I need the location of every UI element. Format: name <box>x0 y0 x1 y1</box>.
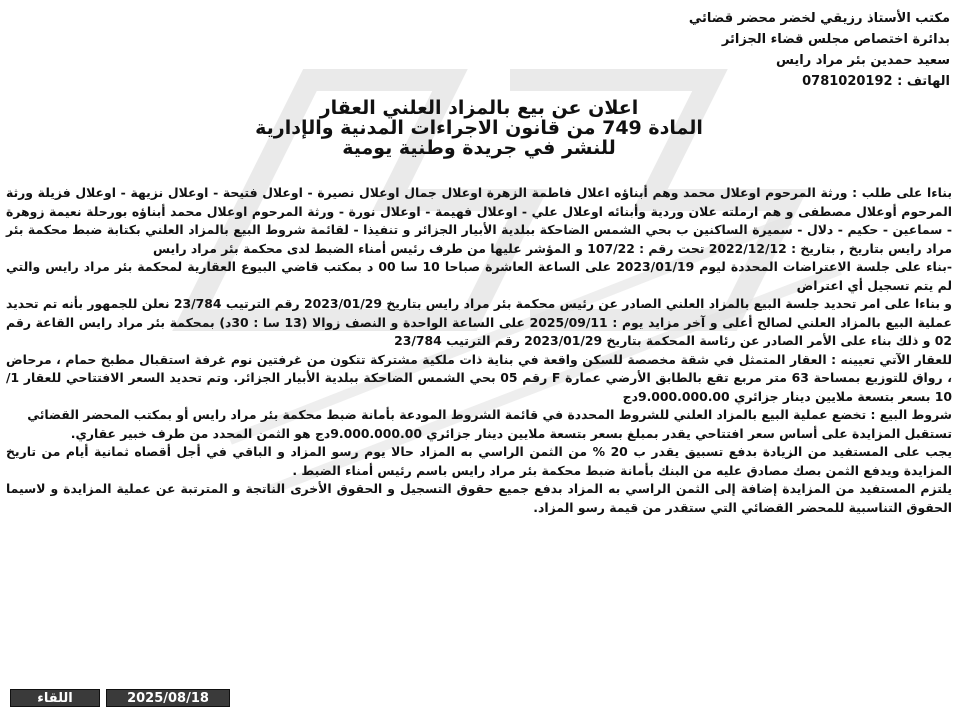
publication-footer <box>10 689 230 707</box>
paragraph-sale-date: و بناءا على امر تحديد جلسة البيع بالمزاد العلني الصادر عن رئيس محكمة بئر مراد رايس بتاريخ 2023/01/29 رقم الترتيب 23/784 نعلن للجمهور بأنه تم تحديد عملية البيع بالمزاد العلني لصالح أعلى و آخر مزايد يوم : 2025/09/11 على الساعة الواحدة و النصف زوالا (13 سا : 30د) بمحكمة بئر مراد رايس القاعة رقم 02 و ذلك بناء على الأمر الصادر عن رئاسة المحكمة بتاريخ 2023/01/29 رقم الترتيب 23/784 <box>6 296 953 348</box>
title-line-2: المادة 749 من قانون الاجراءات المدنية والإدارية <box>255 117 703 139</box>
newspaper-name-badge: اللقاء <box>10 689 100 707</box>
announcement-body <box>6 184 952 517</box>
office-name: مكتب الأستاذ رزيقي لخضر محضر قضائي <box>688 11 950 26</box>
paragraph-property: للعقار الآتي تعيينه : العقار المتمثل في شقة مخصصة للسكن واقعة في بناية ذات ملكية مشتركة تتكون من غرفتين نوم غرفة استقبال مطبخ حمام ، مرحاض ، رواق للتوزيع بمساحة 63 متر مربع تقع بالطابق الأرضي عمارة F رقم 05 بحي الشمس الضاحكة ببلدية الأبيار الجزائر. وتم تحديد السعر الافتتاحي للعقار 1/ 10 بسعر بتسعة ملايين دينار جزائري 9.000.000.00دج <box>6 351 953 404</box>
title-line-1: اعلان عن بيع بالمزاد العلني العقار <box>319 97 639 119</box>
publication-date-badge: 2025/08/18 <box>106 689 230 707</box>
paragraph-conditions: شروط البيع : تخضع عملية البيع بالمزاد العلني للشروط المحددة في قائمة الشروط المودعة بأمانة ضبط محكمة بئر مراد رايس أو بمكتب المحضر القضائي <box>27 407 952 422</box>
paragraph-fees: يلتزم المستفيد من المزايدة إضافة إلى الثمن الراسي به المزاد بدفع جميع حقوق التسجيل و الحقوق الأخرى الناتجة و المترتبة عن عملية المزايدة و لاسيما الحقوق التناسبية للمحضر القضائي التي ستقدر من قيمة رسو المزاد. <box>6 481 952 515</box>
office-jurisdiction: بدائرة اختصاص مجلس قضاء الجزائر <box>721 32 950 47</box>
title-line-3: للنشر في جريدة وطنية يومية <box>342 137 616 159</box>
office-header <box>570 8 950 92</box>
announcement-titles <box>120 98 838 158</box>
paragraph-request: بناءا على طلب : ورثة المرحوم اوعلال محمد وهم أبناؤه اعلال فاطمة الزهرة اوعلال جمال اوعلال نصيرة - اوعلال فتيحة - اوعلال نزيهة - اوعلال فزيلة ورثة المرحوم أوعلال مصطفى و هم ارملته علان وردية وأبنائه اوعلال علي - اوعلال فهيمة - اوعلال نورة - ورثة المرحوم اوعلال محمد أبناؤه بورحلة نعيمة زوهرة - سماعين - حكيم - دلال - سميرة الساكنين ب بحي الشمس الضاحكة ببلدية الأبيار الجزائر و تنفيذا - لقائمة شروط البيع بالمزاد العلني بكتابة ضبط محكمة بئر مراد رايس بتاريخ , بتاريخ : 2022/12/12 تحت رقم : 107/22 و المؤشر عليها من طرف رئيس أمناء الضبط لدى محكمة بئر مراد رايس <box>6 185 952 256</box>
paragraph-starting-price: تستقبل المزايدة على أساس سعر افتتاحي يقدر بمبلغ بسعر بتسعة ملايين دينار جزائري 9.000.000.00دج هو الثمن المحدد من طرف خبير عقاري. <box>70 425 952 441</box>
office-address: سعيد حمدين بئر مراد رايس <box>776 53 950 68</box>
paragraph-payment: يجب على المستفيد من الزيادة بدفع تسبيق يقدر ب 20 % من الثمن الراسي به المزاد حالا يوم رسو المزاد و الباقي في أجل أقصاه ثمانية أيام من تاريخ المزايدة ويدفع الثمن بصك مصادق عليه من البنك بأمانة ضبط محكمة بئر مراد رايس باسم رئيس أمناء الضبط . <box>6 444 952 478</box>
office-phone: الهاتف : 0781020192 <box>802 74 950 89</box>
paragraph-objections: -بناء على جلسة الاعتراضات المحددة ليوم 2023/01/19 على الساعة العاشرة صباحا 10 سا 00 د بمكتب قاضي البيوع العقارية لمحكمة بئر مراد رايس والتي لم يتم تسجيل أي اعتراض <box>6 259 952 293</box>
